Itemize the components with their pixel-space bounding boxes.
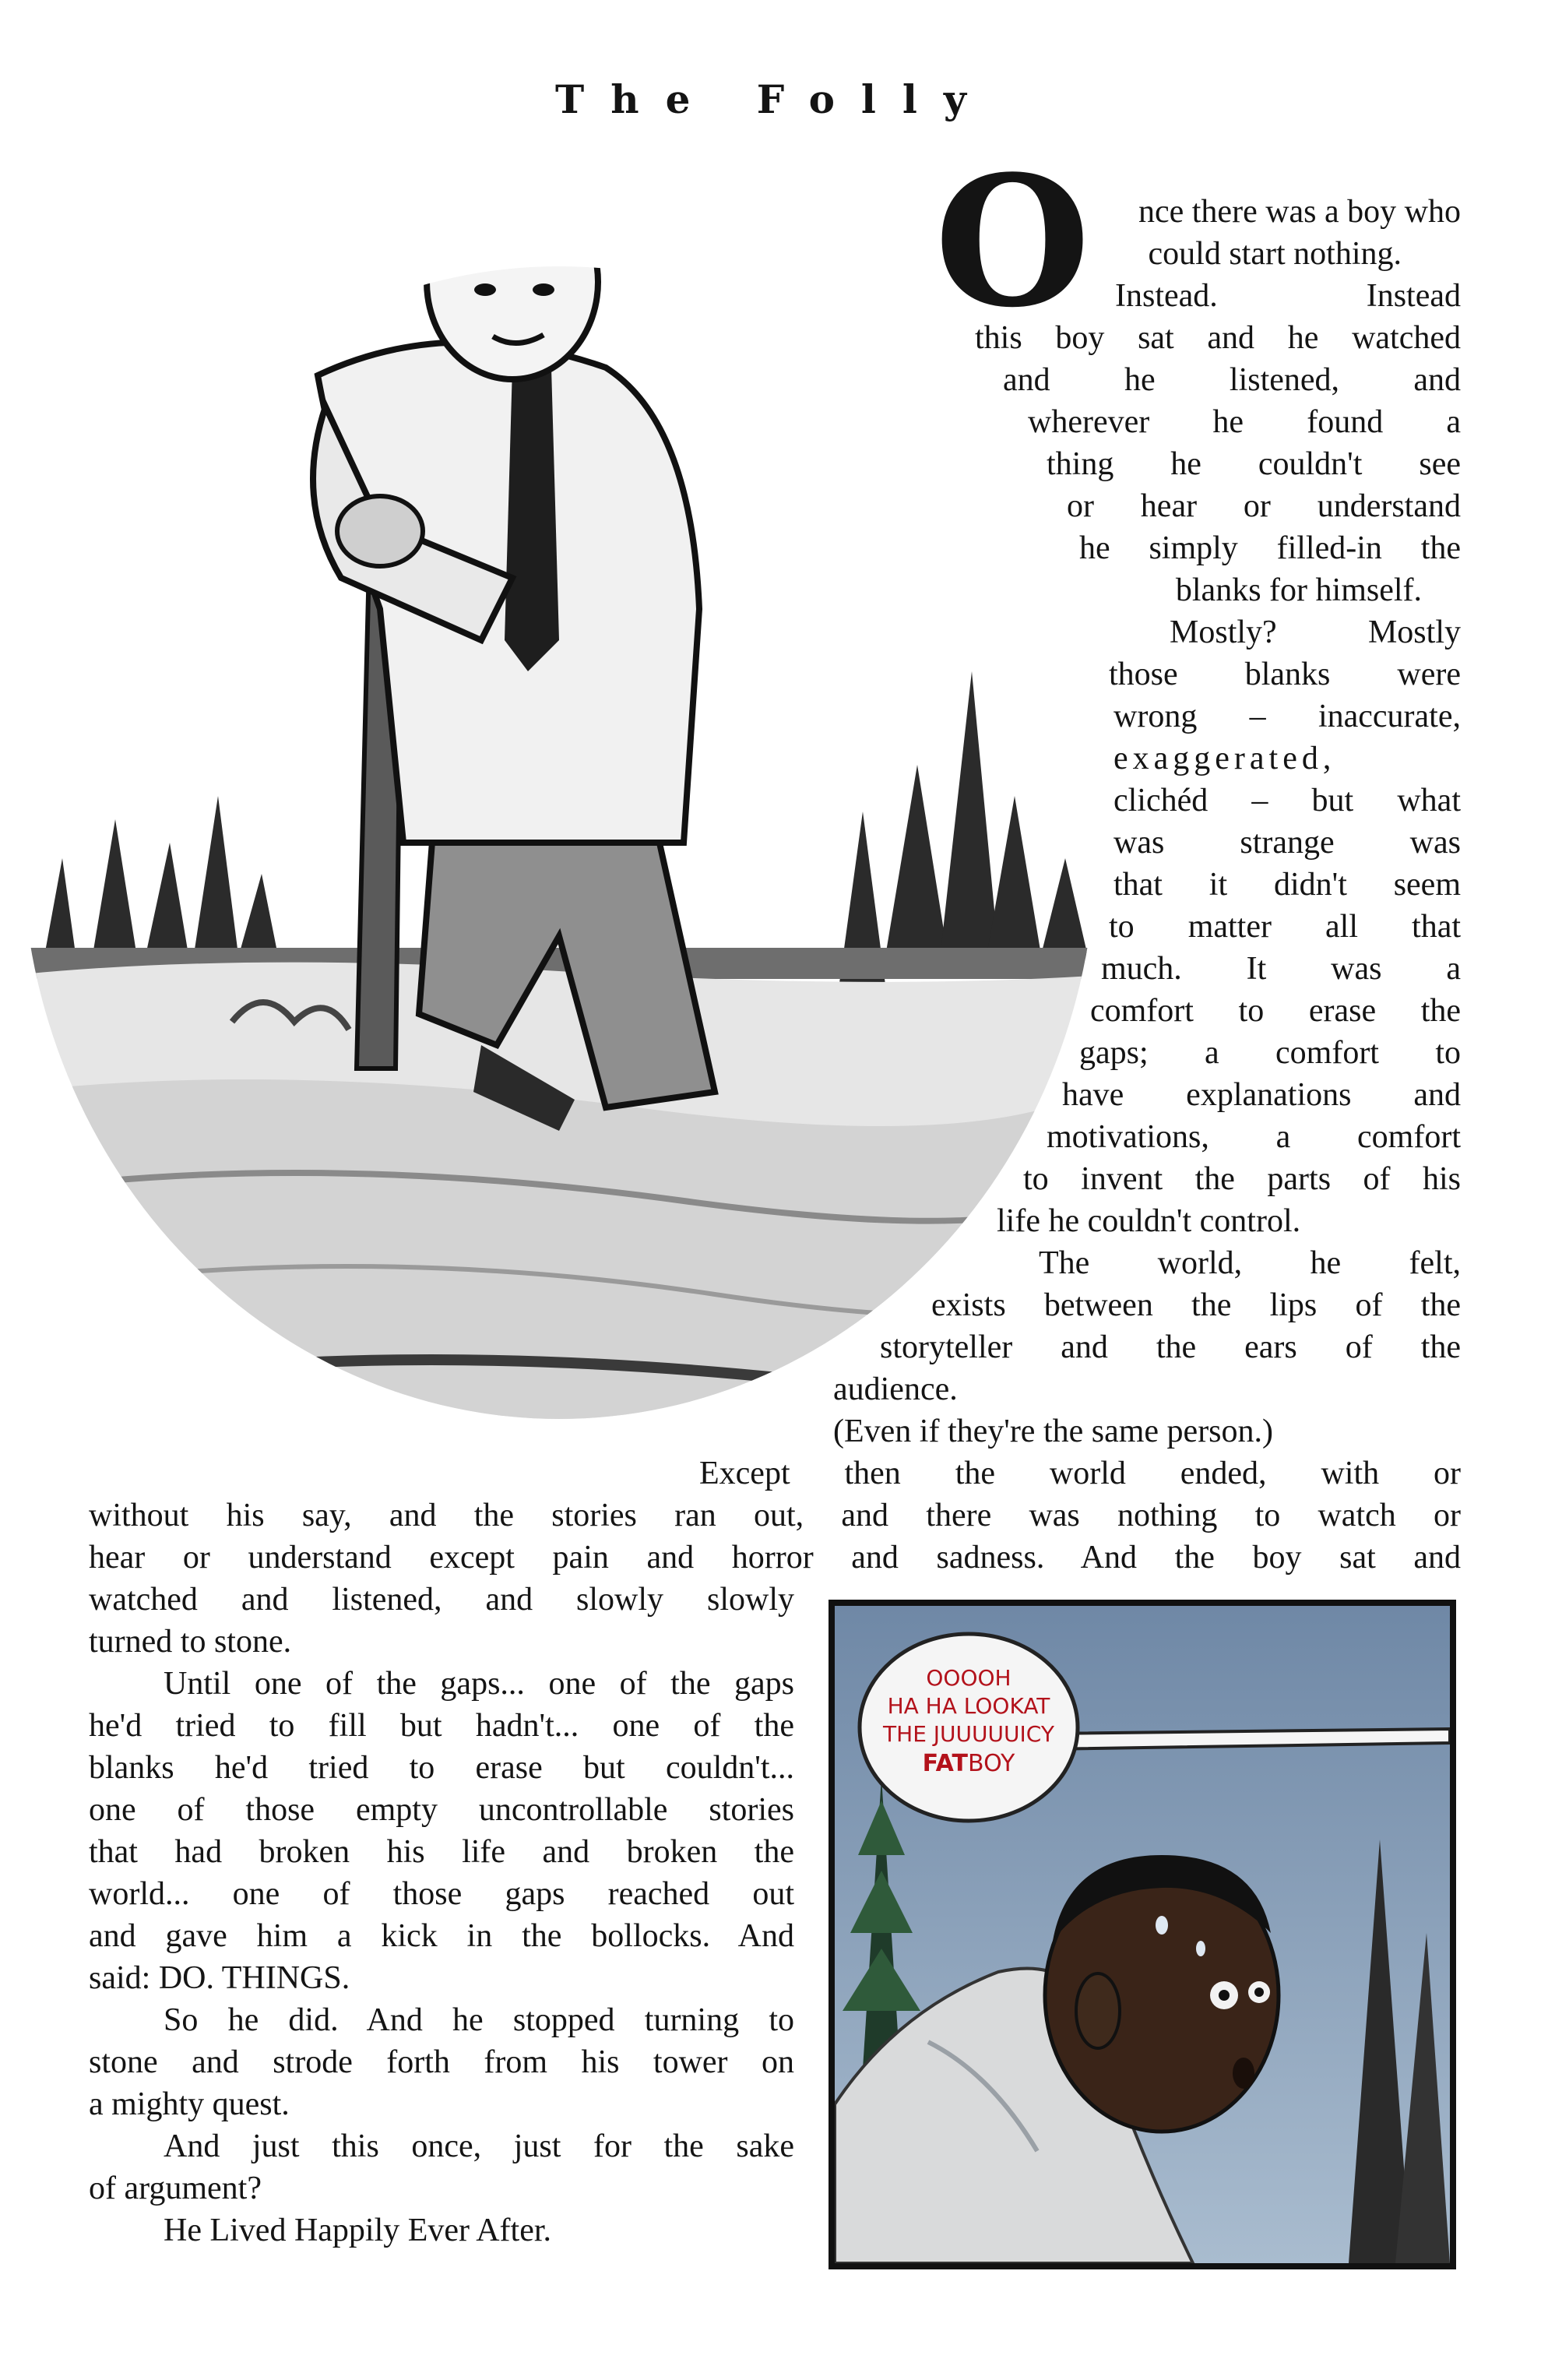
speech-bubble-line: THE JUUUUUICY	[883, 1721, 1054, 1747]
speech-bubble-line-end: BOY	[968, 1750, 1015, 1777]
story-line: thing he couldn't see	[1047, 446, 1461, 482]
comic-panel	[829, 1600, 1456, 2269]
story-line: blanks he'd tried to erase but couldn't...	[89, 1750, 794, 1786]
story-line: one of those empty uncontrollable stories	[89, 1792, 794, 1828]
story-line: have explanations and	[1062, 1077, 1461, 1113]
story-line: comfort to erase the	[1090, 993, 1461, 1029]
story-line: He Lived Happily Ever After.	[164, 2213, 552, 2248]
story-line: to invent the parts of his	[1023, 1161, 1461, 1197]
story-line: and gave him a kick in the bollocks. And	[89, 1918, 794, 1954]
story-line: hear or understand except pain and horror and sadness. And the boy sat and	[89, 1540, 1461, 1576]
story-line: life he couldn't control.	[997, 1203, 1301, 1239]
story-line: that had broken his life and broken the	[89, 1834, 794, 1870]
story-line: turned to stone.	[89, 1624, 292, 1660]
story-line: stone and strode forth from his tower on	[89, 2044, 794, 2080]
story-line: nce there was a boy who	[1138, 194, 1461, 230]
story-line: and he listened, and	[1003, 362, 1461, 398]
story-line: said: DO. THINGS.	[89, 1960, 350, 1996]
speech-bubble-emphasis: FAT	[922, 1750, 969, 1777]
story-line: So he did. And he stopped turning to	[164, 2002, 794, 2038]
story-line: without his say, and the stories ran out, and there was nothing to watch or	[89, 1498, 1461, 1533]
story-line: wherever he found a	[1028, 404, 1461, 440]
story-line: that it didn't seem	[1114, 867, 1461, 903]
story-line: he'd tried to fill but hadn't... one of the	[89, 1708, 794, 1744]
boy-with-shovel-illustration	[14, 173, 1104, 1424]
story-line: wrong – inaccurate,	[1114, 699, 1461, 734]
story-line: exaggerated,	[1114, 741, 1336, 776]
speech-bubble-line: HA HA LOOKAT	[887, 1693, 1050, 1719]
story-line: storyteller and the ears of the	[880, 1329, 1461, 1365]
story-line: Until one of the gaps... one of the gaps	[164, 1666, 794, 1702]
comic-panel-art	[835, 1606, 1450, 2263]
story-line: gaps; a comfort to	[1079, 1035, 1461, 1071]
story-line: this boy sat and he watched	[975, 320, 1461, 356]
story-line: And just this once, just for the sake	[164, 2128, 794, 2164]
story-line: Except then the world ended, with or	[699, 1456, 1461, 1491]
story-line: blanks for himself.	[1175, 572, 1422, 608]
story-line: much. It was a	[1101, 951, 1461, 987]
story-line: a mighty quest.	[89, 2086, 290, 2122]
story-line: he simply filled-in the	[1079, 530, 1461, 566]
story-line: watched and listened, and slowly slowly	[89, 1582, 794, 1618]
story-line: could start nothing.	[1148, 236, 1402, 272]
speech-bubble-line: OOOOH	[926, 1665, 1011, 1691]
speech-bubble-line	[923, 1750, 1015, 1777]
drop-cap: O	[934, 137, 1091, 347]
story-line: was strange was	[1114, 825, 1461, 861]
story-line: of argument?	[89, 2171, 262, 2206]
story-line: (Even if they're the same person.)	[833, 1414, 1274, 1449]
page-title: The Folly	[555, 76, 993, 122]
story-line: exists between the lips of the	[931, 1287, 1461, 1323]
story-line: those blanks were	[1109, 657, 1461, 692]
story-line: motivations, a comfort	[1047, 1119, 1461, 1155]
story-line: Mostly? Mostly	[1170, 614, 1461, 650]
story-line: or hear or understand	[1067, 488, 1461, 524]
story-line: world... one of those gaps reached out	[89, 1876, 794, 1912]
story-line: clichéd – but what	[1114, 783, 1461, 819]
story-line: to matter all that	[1109, 909, 1461, 945]
story-line: Instead. Instead	[1115, 278, 1461, 314]
story-line: The world, he felt,	[1039, 1245, 1461, 1281]
story-line: audience.	[833, 1371, 958, 1407]
